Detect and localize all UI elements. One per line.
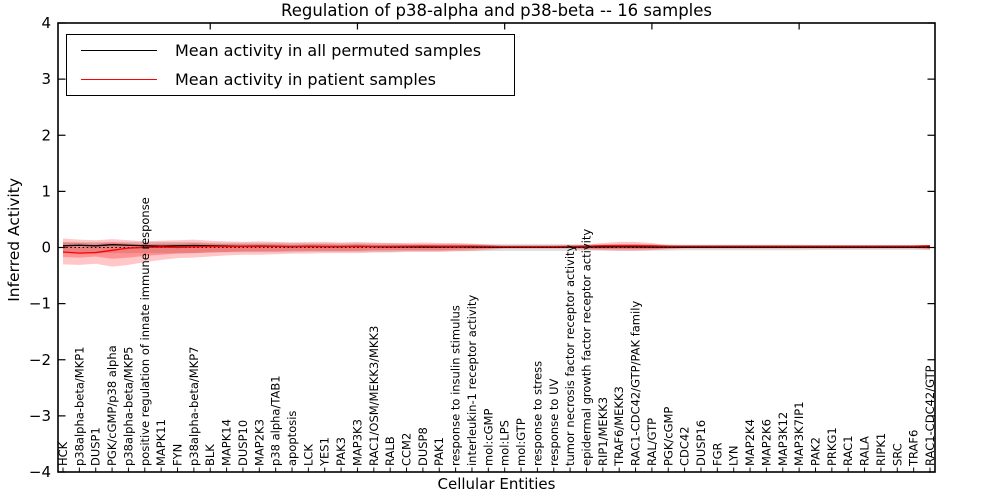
x-tick-label: p38 alpha/TAB1 xyxy=(268,375,283,466)
x-tick-label: PAK3 xyxy=(334,437,349,466)
x-tick-label: tumor necrosis factor receptor activity xyxy=(563,244,578,466)
x-tick-label: DUSP8 xyxy=(415,427,430,466)
chart-title: Regulation of p38-alpha and p38-beta -- 16 samples xyxy=(280,1,713,20)
patient-line-sample xyxy=(81,79,157,80)
x-tick-label: MAPK14 xyxy=(219,419,234,466)
x-tick-label: PGK/cGMP/p38 alpha xyxy=(105,345,120,466)
x-tick-label: MAP2K6 xyxy=(759,419,774,466)
x-tick-label: FGR xyxy=(710,442,725,466)
x-tick-label: HCK xyxy=(56,441,70,466)
x-tick-label: mol:LPS xyxy=(497,420,512,466)
legend xyxy=(66,34,515,96)
x-tick-label: p38alpha-beta/MKP1 xyxy=(72,346,87,466)
x-tick-label: positive regulation of innate immune response xyxy=(137,197,152,466)
y-tick-label: 0 xyxy=(41,238,51,257)
y-tick-label: −3 xyxy=(28,406,51,425)
x-tick-label: TRAF6/MEKK3 xyxy=(612,386,627,466)
x-tick-label: SRC xyxy=(890,443,905,466)
x-axis-label: Cellular Entities xyxy=(437,475,556,493)
x-tick-label: TRAF6 xyxy=(906,429,921,466)
x-tick-label: apoptosis xyxy=(285,410,300,466)
y-tick-label: −1 xyxy=(28,294,51,313)
x-tick-label: MAP2K3 xyxy=(252,419,267,466)
legend-entry-patient xyxy=(81,68,514,92)
y-axis-label: Inferred Activity xyxy=(5,178,23,302)
x-tick-label: DUSP10 xyxy=(235,419,250,466)
x-tick-label: mol:GTP xyxy=(514,418,529,466)
legend-label-permuted: Mean activity in all permuted samples xyxy=(175,41,482,60)
x-tick-label: epidermal growth factor receptor activity xyxy=(579,228,594,466)
x-tick-label: YES1 xyxy=(317,437,332,466)
x-tick-label: RAC1/OSM/MEKK3/MKK3 xyxy=(366,325,381,466)
y-tick-label: 3 xyxy=(41,70,51,89)
x-tick-label: MAP3K3 xyxy=(350,419,365,466)
x-tick-label: RALB xyxy=(383,436,398,466)
x-tick-label: MAP3K12 xyxy=(775,411,790,466)
x-tick-label: BLK xyxy=(203,444,218,466)
y-tick-label: 2 xyxy=(41,126,51,145)
x-tick-label: RALA xyxy=(857,436,872,466)
x-tick-label: MAP2K4 xyxy=(743,419,758,466)
x-tick-label: interleukin-1 receptor activity xyxy=(464,294,479,466)
x-tick-label: CCM2 xyxy=(399,432,414,466)
legend-label-patient: Mean activity in patient samples xyxy=(175,70,436,89)
x-tick-label: DUSP1 xyxy=(88,427,103,466)
x-tick-label: DUSP16 xyxy=(693,419,708,466)
x-tick-label: response to UV xyxy=(546,378,561,466)
permuted-line-sample xyxy=(81,50,157,51)
x-tick-label: CDC42 xyxy=(677,426,692,466)
x-tick-label: RAC1-CDC42/GTP xyxy=(923,365,937,466)
x-tick-label: RAL/GTP xyxy=(644,417,659,466)
legend-entry-permuted xyxy=(81,39,514,63)
x-tick-label: PAK1 xyxy=(432,437,447,466)
x-tick-label: PGK/cGMP xyxy=(661,406,676,466)
x-tick-label: LCK xyxy=(301,444,316,466)
y-tick-label: −4 xyxy=(28,463,51,481)
x-tick-label: MAP3K7IP1 xyxy=(792,401,807,466)
x-tick-label: p38alpha-beta/MKP5 xyxy=(121,346,136,466)
y-tick-label: −2 xyxy=(28,350,51,369)
x-tick-label: RIP1/MEKK3 xyxy=(595,396,610,466)
x-tick-label: RIPK1 xyxy=(873,432,888,466)
x-tick-label: mol:cGMP xyxy=(481,408,496,466)
x-tick-label: response to insulin stimulus xyxy=(448,305,463,466)
x-tick-label: RAC1-CDC42/GTP/PAK family xyxy=(628,300,643,466)
x-tick-label: p38alpha-beta/MKP7 xyxy=(186,346,201,466)
y-tick-label: 1 xyxy=(41,182,51,201)
x-tick-label: PAK2 xyxy=(808,437,823,466)
x-tick-label: PRKG1 xyxy=(824,427,839,466)
x-tick-label: MAPK11 xyxy=(154,419,169,466)
x-tick-label: response to stress xyxy=(530,360,545,466)
x-tick-label: FYN xyxy=(170,443,185,466)
x-tick-label: RAC1 xyxy=(841,435,856,466)
x-tick-label: LYN xyxy=(726,445,741,466)
y-tick-label: 4 xyxy=(41,14,51,32)
